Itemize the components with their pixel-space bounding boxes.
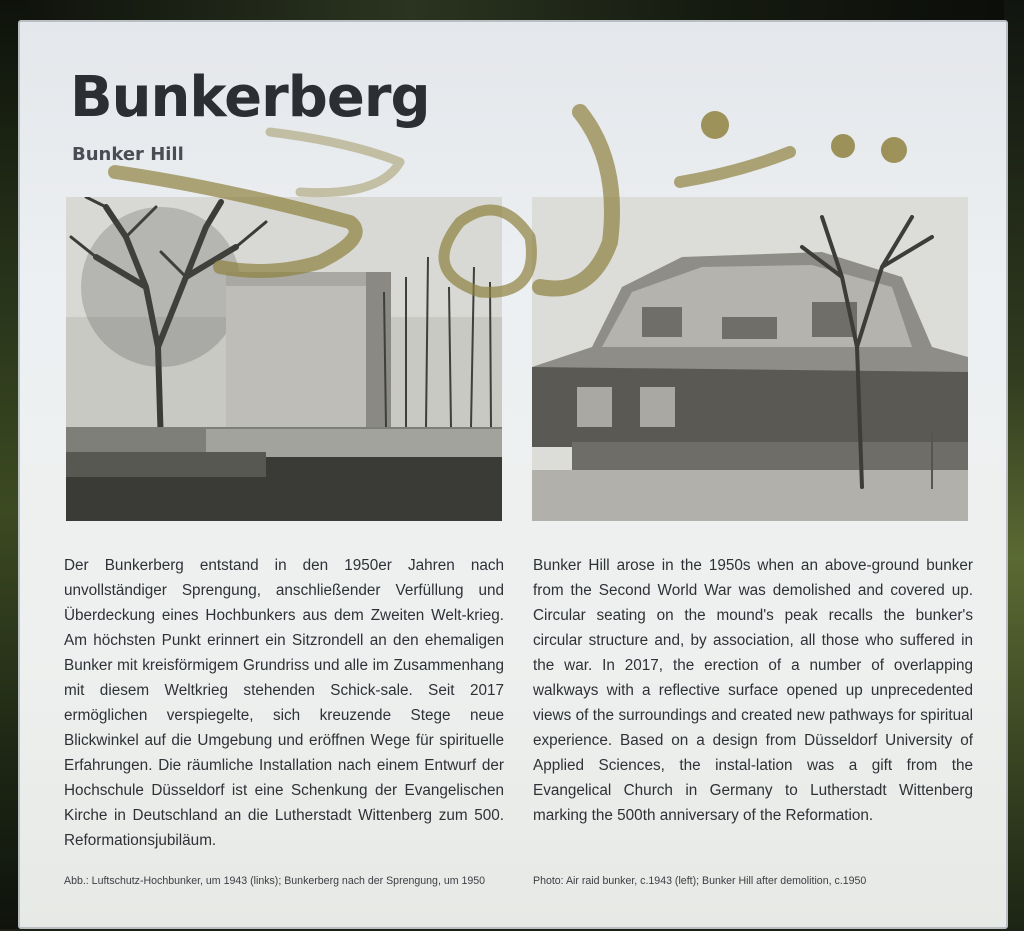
photo-caption-german: Abb.: Luftschutz-Hochbunker, um 1943 (links); Bunkerberg nach der Sprengung, um 1950 — [64, 875, 486, 887]
photo-bunker-hill-after-demolition — [532, 197, 968, 521]
description-german: Der Bunkerberg entstand in den 1950er Jahren nach unvollständiger Sprengung, anschließender Verfüllung und Überdeckung eines Hochbunkers aus dem Zweiten Welt-krieg. Am höchsten Punkt erinnert ein Sitzrondell an den ehemaligen Bunker mit kreisförmigem Grundriss und alle im Zusammenhang mit diesem Weltkrieg stehenden Schick-sale. Seit 2017 ermöglichen verspiegelte, sich kreuzende Stege neue Blickwinkel auf die Umgebung und eröffnen Wege für spirituelle Erfahrungen. Die räumliche Installation nach einem Entwurf der Hochschule Düsseldorf ist eine Schenkung der Evangelischen Kirche in Deutschland an die Lutherstadt Wittenberg zum 500. Reformationsjubiläum. — [64, 557, 504, 849]
sign-subtitle: Bunker Hill — [72, 144, 184, 165]
photo-caption-english: Photo: Air raid bunker, c.1943 (left); Bunker Hill after demolition, c.1950 — [533, 875, 867, 887]
information-sign — [18, 20, 1008, 929]
description-english: Bunker Hill arose in the 1950s when an above-ground bunker from the Second World War was demolished and covered up. Circular seating on the mound's peak recalls the bunker's circular structure and, by association, all those who suffered in the war. In 2017, the erection of a number of overlapping walkways with a reflective surface opened up unprecedented views of the surroundings and created new pathways for spiritual experience. Based on a design from Düsseldorf University of Applied Sciences, the instal-lation was a gift from the Evangelical Church in Germany to Lutherstadt Wittenberg marking the 500th anniversary of the Reformation. — [533, 557, 973, 824]
photo-air-raid-bunker — [66, 197, 502, 521]
sign-title: Bunkerberg — [70, 65, 430, 130]
